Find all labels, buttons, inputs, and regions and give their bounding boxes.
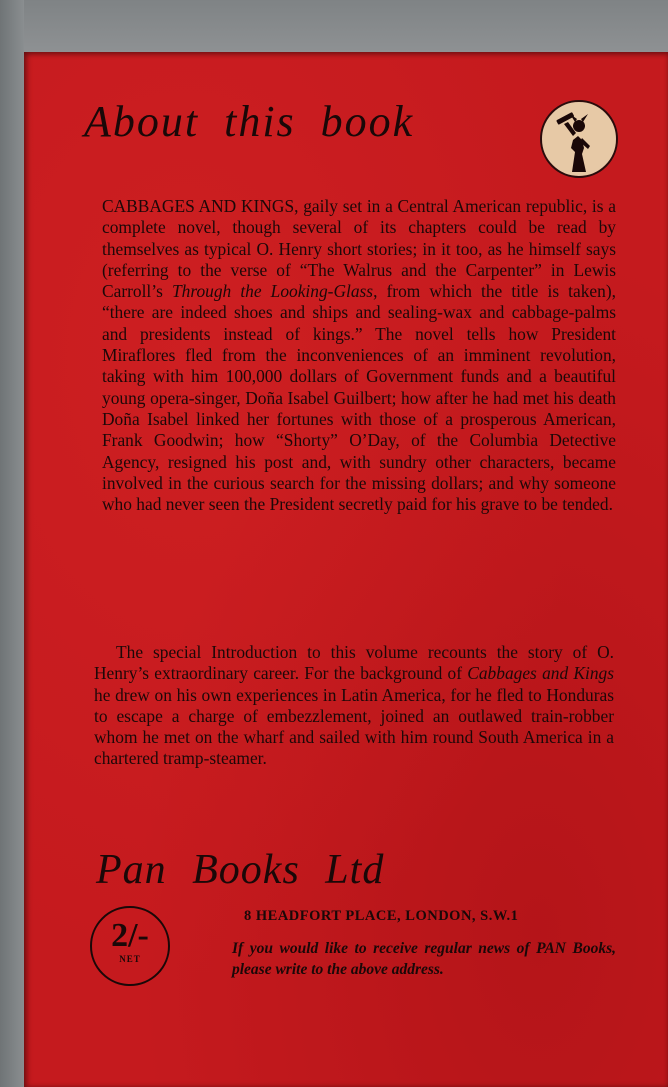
description-paragraph-2-part2: he drew on his own experiences in Latin America, for he fled to Honduras to escape a charge of embezzlement, joined an outlawed train-robber whom he met on the wharf and sailed with him round South America in a chartered tramp-steamer.	[94, 684, 614, 769]
description-paragraph-1-part2: , from which the title is taken), “there are indeed shoes and ships and sealing-wax and cabbage-palms and presidents instead of kings.” The novel tells how President Miraflores fled from the inconveniences of an imminent revolution, taking with him 100,000 dollars of Government funds and a beautiful young opera-singer, Doña Isabel Guilbert; how after he had met his death Doña Isabel linked her fortunes with those of a prosperous American, Frank Goodwin; how “Shorty” O’Day, of the Columbia Detective Agency, resigned his post and, with sundry other characters, became involved in the curious search for the missing dollars; and why someone who had never seen the President secretly paid for his grave to be tended.	[102, 281, 616, 515]
looking-glass-title: Through the Looking-Glass	[171, 281, 374, 302]
price-value: 2/-	[111, 917, 149, 954]
description-paragraph-1-part1: CABBAGES AND KINGS, gaily set in a Central American republic, is a complete novel, though several of its chapters could be read by themselves as typical O. Henry short stories; in it too, as he himself says (referring to the verse of “The Walrus and the Carpenter” in Lewis Carroll’s	[102, 196, 616, 302]
cabbages-and-kings-title: Cabbages and Kings	[467, 663, 614, 684]
mailing-notice: If you would like to receive regular news of PAN Books, please write to the above address.	[232, 940, 616, 978]
publisher-name: Pan Books Ltd	[96, 847, 385, 893]
publisher-address: 8 HEADFORT PLACE, LONDON, S.W.1	[244, 908, 519, 924]
description-paragraph-2	[94, 642, 614, 770]
price-badge	[90, 906, 170, 986]
price-net-label: NET	[119, 954, 141, 964]
cover-heading: About this book	[84, 97, 415, 146]
pan-piper-logo-icon	[540, 100, 618, 178]
scan-margin-top	[0, 0, 668, 52]
scan-margin-left	[0, 0, 24, 1087]
description-paragraph-2-part1: The special Introduction to this volume recounts the story of O. Henry’s extraordinary career. For the background of	[94, 642, 614, 684]
description-paragraph-1	[102, 196, 616, 515]
